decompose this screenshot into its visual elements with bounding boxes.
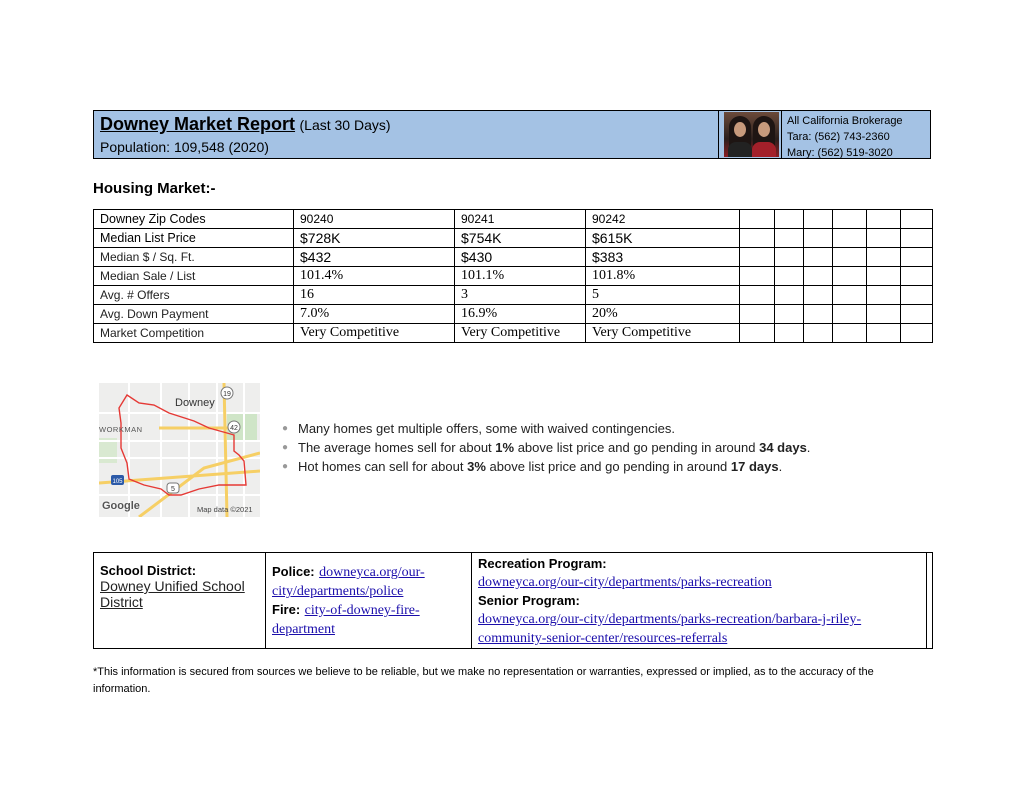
empty-cell [740,286,775,305]
table-cell: 101.1% [455,267,586,286]
fire-link[interactable]: city-of-downey-fire-department [272,603,420,637]
empty-cell [775,324,804,343]
table-row [94,248,933,267]
empty-cell [867,267,901,286]
contact-mary: Mary: (562) 519-3020 [787,147,893,159]
contact-block [782,111,930,158]
housing-market-table [93,209,933,343]
empty-cell [804,229,833,248]
row-label: Avg. # Offers [94,286,294,305]
empty-cell [867,210,901,229]
market-insights [280,419,900,476]
empty-cell [867,229,901,248]
table-cell: Very Competitive [294,324,455,343]
table-cell: 7.0% [294,305,455,324]
empty-cell [804,248,833,267]
empty-cell [740,324,775,343]
table-cell: $432 [294,248,455,267]
empty-cell [740,229,775,248]
empty-cell [740,210,775,229]
table-cell: 16.9% [455,305,586,324]
table-row [94,324,933,343]
resources-table [93,552,933,649]
row-label: Median List Price [94,229,294,248]
empty-cell [804,305,833,324]
downey-map[interactable] [99,383,260,517]
insight-item: ● Many homes get multiple offers, some with waived contingencies. [282,421,675,436]
empty-cell [867,305,901,324]
row-label: Downey Zip Codes [94,210,294,229]
table-cell: 20% [586,305,740,324]
school-district-link[interactable]: Downey Unified School District [100,578,245,610]
empty-cell [833,210,867,229]
bullet-icon: ● [282,442,289,453]
empty-cell [775,229,804,248]
school-district-cell [94,553,266,649]
empty-cell [833,248,867,267]
empty-cell [804,267,833,286]
empty-cell [833,229,867,248]
empty-cell [901,324,933,343]
insight-item: ● The average homes sell for about 1% above list price and go pending in around 34 days. [282,440,811,455]
row-label: Median Sale / List [94,267,294,286]
empty-cell [740,305,775,324]
row-label: Avg. Down Payment [94,305,294,324]
report-title [100,114,391,135]
empty-cell [901,267,933,286]
empty-cell [740,248,775,267]
row-label: Median $ / Sq. Ft. [94,248,294,267]
table-cell: 90240 [294,210,455,229]
table-row [94,210,933,229]
empty-cell [901,286,933,305]
report-subtitle: (Last 30 Days) [299,117,391,133]
empty-cell [833,267,867,286]
table-cell: $383 [586,248,740,267]
map-shield-19: 19 [223,391,231,398]
agents-photo-cell [719,111,782,158]
empty-cell [775,248,804,267]
section-title-housing: Housing Market:- [93,180,216,197]
programs-cell [472,553,927,649]
map-city-label: Downey [175,397,215,409]
table-cell: $615K [586,229,740,248]
bullet-icon: ● [282,461,289,472]
empty-cell [833,305,867,324]
table-cell: $728K [294,229,455,248]
brokerage-name: All California Brokerage [787,115,903,127]
map-shield-105: 105 [112,479,123,485]
table-row [94,286,933,305]
empty-cell [804,210,833,229]
table-row [94,305,933,324]
empty-cell [740,267,775,286]
empty-cell [775,267,804,286]
table-cell: Very Competitive [455,324,586,343]
map-shield-42: 42 [230,425,238,432]
empty-cell [901,229,933,248]
table-cell: 101.8% [586,267,740,286]
agents-photo [724,112,779,157]
senior-label: Senior Program: [478,593,580,608]
table-cell: 101.4% [294,267,455,286]
empty-cell [804,324,833,343]
police-link[interactable]: downeyca.org/our-city/departments/police [272,565,425,599]
recreation-link[interactable]: downeyca.org/our-city/departments/parks-recreation [478,575,772,590]
empty-cell [804,286,833,305]
table-cell: Very Competitive [586,324,740,343]
empty-cell [867,286,901,305]
header-title-block [94,111,719,158]
report-title-text: Downey Market Report [100,114,296,134]
contact-tara: Tara: (562) 743-2360 [787,131,890,143]
disclaimer-text: *This information is secured from sources we believe to be reliable, but we make no representation or warranties, expressed or implied, as to the accuracy of the information. [93,666,874,695]
fire-label: Fire: [272,602,301,617]
empty-cell [833,324,867,343]
map-shield-5: 5 [171,486,175,493]
table-cell: 5 [586,286,740,305]
table-cell: $754K [455,229,586,248]
empty-cell [833,286,867,305]
empty-cell [867,248,901,267]
google-logo: Google [102,500,140,512]
school-district-label: School District: [100,563,197,578]
empty-cell [901,248,933,267]
map-area-label: WORKMAN [99,425,143,434]
recreation-label: Recreation Program: [478,556,607,571]
row-label: Market Competition [94,324,294,343]
empty-cell [775,286,804,305]
report-header [93,110,931,159]
empty-cell [775,210,804,229]
table-cell: 16 [294,286,455,305]
police-fire-cell [266,553,472,649]
spacer-cell [927,553,933,649]
empty-cell [901,305,933,324]
empty-cell [867,324,901,343]
police-label: Police: [272,564,315,579]
senior-link[interactable]: downeyca.org/our-city/departments/parks-recreation/barbara-j-riley-community-senior-center/resources-referrals [478,612,862,646]
table-row [94,229,933,248]
empty-cell [901,210,933,229]
insight-item: ● Hot homes can sell for about 3% above list price and go pending in around 17 days. [282,459,783,474]
table-cell: 90241 [455,210,586,229]
bullet-icon: ● [282,423,289,434]
table-cell: 3 [455,286,586,305]
empty-cell [775,305,804,324]
map-attribution: Map data ©2021 [197,505,253,514]
population-text: Population: 109,548 (2020) [100,139,269,155]
table-cell: $430 [455,248,586,267]
table-row [94,267,933,286]
table-cell: 90242 [586,210,740,229]
